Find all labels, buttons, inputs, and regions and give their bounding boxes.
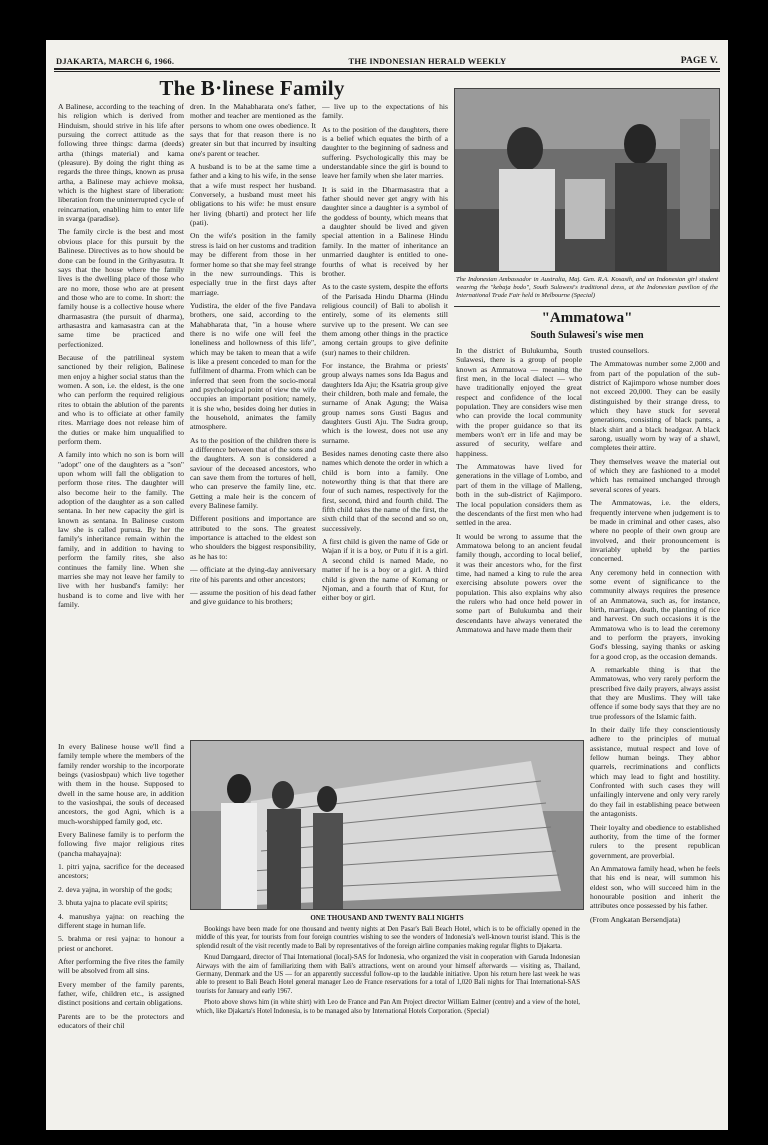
paragraph: As to the position of the daughters, there is a belief which equates the birth of a daughter to the beginning of sadness and suffering. Psychologically this may be understandable since the girl is bound to leave her family when she later marries.: [322, 124, 448, 181]
bali-nights-text: [196, 926, 580, 1126]
paragraph: As to the caste system, despite the efforts of the Parisada Hindu Dharma (Hindu religious council) of Bali to abolish it entirely, some of its elements still survive up to the present. We can see them among other things in the practice among certain groups to give definite (sur) names to their children.: [322, 282, 448, 357]
main-article-column-1-continued: [58, 742, 184, 1128]
paragraph: As to the position of the children there is a difference between that of the sons and the daughters. A son is considered a saviour of the deceased ancestors, who can save them from the tortures of hell, who can preserve the family line, etc. Getting a male heir is the concern of every Balinese family.: [190, 435, 316, 511]
bali-nights-title: ONE THOUSAND AND TWENTY BALI NIGHTS: [310, 914, 464, 922]
paragraph: 4. manushya yajna: on reaching the different stage in human life.: [58, 911, 184, 930]
bali-hotel-photo: [190, 740, 584, 910]
paragraph: Every Balinese family is to perform the following five major religious rites (pancha mahayajna):: [58, 830, 184, 858]
paragraph: In their daily life they conscientiously adhere to the principles of mutual assistance, mutual respect and love of fellow human beings. They abhor quarrels, recriminations and conflicts which may lead to fight and hostility. Confronted with such cases they will unfailingly intervene and only very rarely do they fail in establishing peace between the antagonists.: [590, 725, 720, 819]
paragraph: Knud Damgaard, director of Thai International (local)-SAS for Indonesia, who organized the visit in cooperation with Garuda Indonesian Airways with the aim of familiarizing them with Bali's attractions, went on around your himself afterwards — visiting as, Thailand, Germany, Denmark and the US — for an apparently successful follow-up to the laudable initiative. Upon his return here last week he was able to present to Bali Beach Hotel general manager Leo de France reservations for a total of 1,020 Bali nights for Thai International-SAS tourists for January and early 1967.: [196, 954, 580, 995]
paragraph: (From Angkatan Bersendjata): [590, 914, 681, 924]
ambassador-photo: [454, 88, 720, 272]
paragraph: A remarkable thing is that the Ammatowas, who very rarely perform the prescribed five daily prayers, always assist that they are Muslims. They will take offence if some body says that they are no true professors of the Islamic faith.: [590, 665, 720, 721]
header-page-number: PAGE V.: [680, 56, 718, 66]
paragraph: Their loyalty and obedience to established authority, from the time of the former rulers to the present republican government, are proverbial.: [590, 822, 720, 860]
paragraph: 1. pitri yajna, sacrifice for the deceased ancestors;: [58, 862, 184, 881]
paragraph: A husband is to be at the same time a father and a king to his wife, in the sense that a wife must respect her husband. Conversely, a husband must meet his obligations to his wife: he must ensure her living (bharti) and protect her life (pati).: [190, 162, 316, 228]
article2-column-1: [456, 346, 582, 732]
paragraph: The family circle is the best and most obvious place for this pursuit by the Balinese. Directives as to how should be done can be found in the Grihyasutra. It says that the house where the family lives is the dwelling place of those who are no more, those who are at present and those who are to come. In short: the family house is a collective house where dharmasastra (the pursuit of dharma), arthasastra and kamasastra can at the same time be practiced and perfectionized.: [58, 227, 184, 349]
main-article-column-1: [58, 102, 184, 736]
paragraph: In the district of Bulukumba, South Sulawesi, there is a group of people known as Ammatowa — meaning the first men, in the local dialect — who have traditionally enjoyed the great respect and confidence of the local population. They are considers wise men who can provide the local community with the proper guidance so that its members won't err in life and may be assured of security, welfare and happiness.: [456, 346, 582, 458]
paragraph: On the wife's position in the family stress is laid on her customs and tradition may be different from those in her former home so that she may feel strange in the new surroundings. This is especially true in the first days after marriage.: [190, 231, 316, 297]
article2-title: "Ammatowa": [541, 310, 633, 326]
header-rule: [54, 68, 720, 70]
paragraph: It is said in the Dharmasastra that a father should never get angry with his daughter since a daughter is a symbol of the goddess of bounty, which means that a daughter should be lived and given special attention in a Balinese Hindu family. In the matter of inheritance an unmarried daughter is entitled to one-fourths of what is received by her brother.: [322, 184, 448, 278]
paragraph: An Ammatowa family head, when he feels that his end is near, will summon his eldest son, who will succeed him in the honourable position and inherit the attributes once possessed by his father.: [590, 863, 720, 911]
article2-top-rule: [454, 306, 720, 307]
paragraph: It would be wrong to assume that the Ammatowa belong to an ancient feudal family though, according to local belief, it was their ancestors who, for the first time, had named a king to rule the area exercising absolute powers over the population. This also explains why also the rulers who had once held power in some part of Bulukumba and their descendants have always venerated the Ammatowa and have made them their: [456, 531, 582, 634]
newspaper-page: [46, 40, 728, 1130]
paragraph: 3. bhuta yajna to placate evil spirits;: [58, 898, 168, 908]
paragraph: The Ammatowas have lived for generations in the village of Lombo, and part of them in the village of Malleng, both in the sub-district of Kajimporo. The local population considers them as the descendants of the first men who had settled in the area.: [456, 462, 582, 528]
header-date: DJAKARTA, MARCH 6, 1966.: [56, 56, 175, 66]
paragraph: After performing the five rites the family will be absolved from all sins.: [58, 956, 184, 976]
paragraph: 2. deva yajna, in worship of the gods;: [58, 884, 173, 894]
paragraph: 5. brahma or resi yajna: to honour a priest or anchoret.: [58, 934, 184, 953]
paragraph: A Balinese, according to the teaching of his religion which is derived from Hinduism, should strive in his life after pursuing the correct attitude as the following three things: darma (deeds) artha (things material) and kama (pleasure). By doing the right thing as regards the three things, known as prusa artha, a Balinese may achieve moksa, which is the highest stare of liberation: liberation from the uninterrupted cycle of reincarnation, enabling him to enter life in svarga (paradise).: [58, 102, 184, 224]
paragraph: — assume the position of his dead father and give guidance to his brothers;: [190, 587, 316, 607]
paragraph: Different positions and importance are attributed to the sons. The greatest importance is attached to the eldest son who shoulders the biggest responsibility, as he has to:: [190, 514, 316, 561]
paragraph: — officiate at the dying-day anniversary rite of his parents and other ancestors;: [190, 565, 316, 584]
paragraph: trusted counsellors.: [590, 346, 650, 355]
paragraph: The Ammatowas, i.e. the elders, frequently intervene when judgement is to be made in criminal and other cases, also where no people of their own group are involved, and their pronouncement is invariably upheld by the parties concerned.: [590, 498, 720, 564]
photo-people-illustration: [455, 89, 720, 272]
paragraph: In every Balinese house we'll find a family temple where the members of the family render worship to the incorporate beings (vasiosbpau) which live together with them in the house. Supposed to dwell in the same house are, in addition to the vasioshpai, the souls of deceased ancestors, the god Agni, which is a much-worshipped family god, etc.: [58, 742, 184, 826]
paragraph: The Ammatowas number some 2,000 and from part of the population of the sub-district of Kajimporo whose number does not exceed 20,000. They can be easily distinguished by their strange dress, to which they have stuck for several generations, consisting of black pants, a black shirt and a black headgear. A black sarong, usually worn by way of a shawl, completes their attire.: [590, 359, 720, 453]
paragraph: Besides names denoting caste there also names which denote the order in which a child is born into a family. One noteworthy thing is that that there are four of such names, respectively for the first, second, third and fourth child. The fifth child takes the name of the first, the sixth child that of the second and so on, successively.: [322, 449, 448, 533]
article2-column-2: [590, 346, 720, 1126]
header-rule-thin: [54, 71, 720, 72]
paragraph: For instance, the Brahma or priests' group always names sons Ida Bagus and daughters Ida Aju; the Ksatria group give their children, both male and female, the surname of Anak Agung; the Waisa group names sons Gusti Bagus and daughters Gusti Aju. The Sudra group, which is the lowest, does not use any surname.: [322, 360, 448, 445]
paragraph: Any ceremony held in connection with some event of significance to the community always requires the presence of an Ammatowa, such as, for instance, birth, marriage, death, the planting of rice and harvest. On such occasions it is the Ammatowa who is to lead the ceremony and to perform the prayers, invoking God's blessing, saying thanks or asking for a good crop, as the occasion demands.: [590, 567, 720, 661]
paragraph: They themselves weave the material out of which they are fashioned to a model which has remained unchanged through several scores of years.: [590, 456, 720, 494]
paragraph: Bookings have been made for one thousand and twenty nights at Den Pasar's Bali Beach Hotel, which is to be officially opened in the middle of this year, for tourists from four foreign countries wishing to see the wonders of Indonesia's well-known tourist island. This is the splendid result of the visit recently made to Bali by representatives of the foreign airline companies making regular flights to Djakarta.: [196, 926, 580, 950]
paragraph: A first child is given the name of Gde or Wajan if it is a boy, or Putu if it is a girl. A second child is named Made, no matter if he is a boy or a girl. A third child is given the name of Komang or Njoman, and a fourth that of Ktut, for either boy or girl.: [322, 537, 448, 603]
paragraph: Photo above shows him (in white shirt) with Leo de France and Pan Am Project director William Ealmer (centre) and a view of the hotel, which, like Djakarta's Hotel Indonesia, is to be managed also by International Hotels Corporation. (Special): [196, 999, 580, 1015]
main-article-column-3: [322, 102, 448, 730]
hotel-people-illustration: [191, 741, 584, 910]
paragraph: Parents are to be the protectors and educators of their chil: [58, 1011, 184, 1030]
paragraph: Yudistira, the elder of the five Pandava brothers, one said, according to the Mahabharata that, "in a house where there is no wife one will feel the loneliness and hollowness of this life", which may be taken to mean that a wife is like a present conceded to man for the fulfilment of dharma. From which can be inferred that seen from the socio-moral and psychological point of view the wife occupies an important position; namely, it is she who, besides doing her duties in the household, animates the family atmosphere.: [190, 300, 316, 432]
header-paper-name: THE INDONESIAN HERALD WEEKLY: [348, 56, 507, 66]
paragraph: A family into which no son is born will "adopt" one of the daughters as a "son" upon whom will fall the obligation to perform those rites. The daughter will also become heir to the family. The adoption of the daughter as a son called sentana. In her new capacity the girl is known as sentana. In Balinese custom law she is called purusa. By her the family's inheritance remain within the family, and in addition to having to perform the family rites, she also continues the family line. When she marries she may not leave her family to live with her husband's family: her husband is to come and live with her family.: [58, 450, 184, 609]
main-article-column-2: [190, 102, 316, 730]
main-article-title: The B·linese Family: [159, 76, 345, 100]
paragraph: Every member of the family parents, father, wife, children etc., is assigned distinct positions and certain obligations.: [58, 979, 184, 1008]
paragraph: dren. In the Mahabharata one's father, mother and teacher are mentioned as the persons to whom one owes obedience. It says that for that reason there is no greater sin but that incurred by insulting one's parent or teacher.: [190, 102, 316, 158]
paragraph: — live up to the expectations of his family.: [322, 102, 448, 121]
page-header: [56, 52, 718, 66]
article2-subtitle: South Sulawesi's wise men: [530, 330, 644, 341]
ambassador-photo-caption: The Indonesian Ambassador in Australia, Maj. Gen. R.A. Kosasih, and an Indonesian girl student wearing the "kebaja bodo", South Sulawesi's traditional dress, at the Indonesian pavilion of the International Trade Fair held in Melbourne (Special): [456, 276, 718, 299]
paragraph: Because of the patrilineal system sanctioned by their religion, Balinese men enjoy a higher social status than the women. A son, i.e. the eldest, is the one who can perform the required religious rites to obtain the ablution of the parents and who is to officiate at other family rites. Marriage does not release him of the duties or make him unqualified to perform them.: [58, 352, 184, 447]
